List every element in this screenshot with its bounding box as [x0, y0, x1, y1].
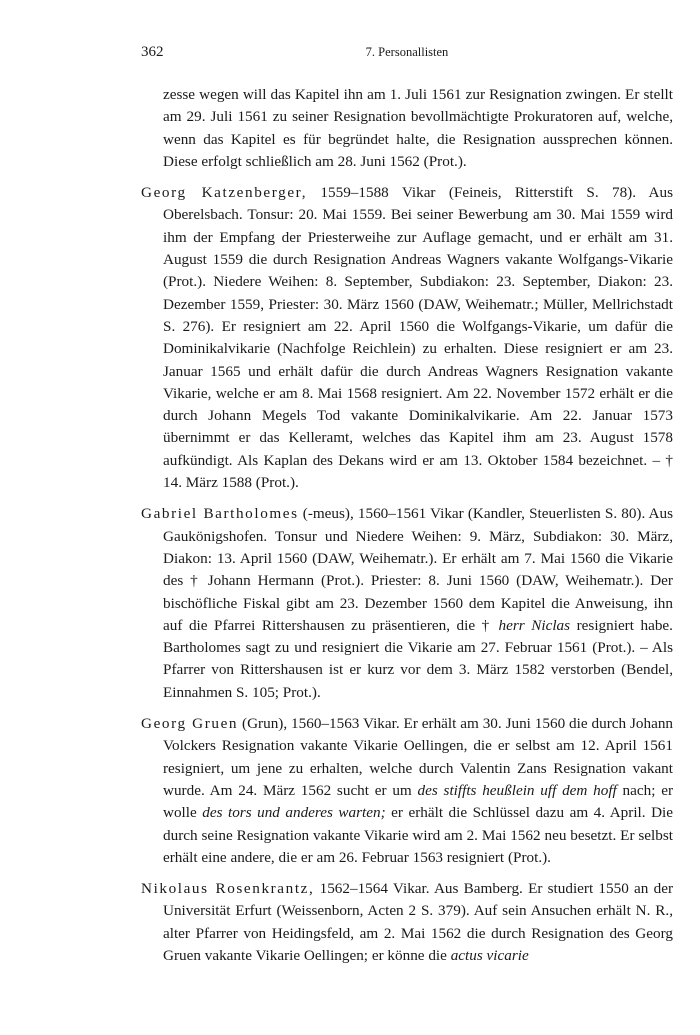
entry-text: (Grun), 1560–1563 Vikar. Er erhält am 30. Juni 1560 die durch Johann Volckers Resignation vakante Vikarie Oellingen, die er selbst am 12. April 1561 resigniert, um jene zu erhalten, welche durch Valentin Zans Resignation vakant wurde. Am 24. März 1562 sucht er um	[163, 715, 674, 799]
entry-text: 1559–1588 Vikar (Feineis, Ritterstift S. 78). Aus Oberelsbach. Tonsur: 20. Mai 1559. Bei seiner Bewerbung am 30. Mai 1559 wird ihm der Empfang der Priesterweihe zur Auflage gemacht, und er erhält am 31. August 1559 die durch Resignation Andreas Wagners vakante Wolfgangs-Vikarie (Prot.). Niedere Weihen: 8. September, Subdiakon: 23. September, Diakon: 23. Dezember 1559, Priester: 30. März 1560 (DAW, Weihematr.; Müller, Mellrichstadt S. 276). Er resigniert am 22. April 1560 die Wolfgangs-Vikarie, um dafür die Dominikalvikarie (Nachfolge Reichlein) zu erhalten. Diese resigniert er am 23. Januar 1565 und erhält dafür die durch Andreas Wagners Resignation vakante Vikarie, welche er am 8. Mai 1568 resigniert. Am 22. November 1572 erhält er die durch Johann Megels Tod vakante Dominikalvikarie. Am 22. Januar 1573 übernimmt er das Kelleramt, welches das Kapitel ihm am 23. August 1578 aufkündigt. Als Kaplan des Dekans wird er am 13. Oktober 1584 bezeichnet. – † 14. März 1588 (Prot.).	[163, 184, 673, 492]
entry-rosenkrantz	[141, 878, 673, 967]
entry-quote: actus vicarie	[450, 946, 529, 964]
entry-name: Georg Katzenberger,	[141, 184, 308, 202]
entry-bartholomes	[141, 503, 673, 704]
entry-quote: herr Niclas	[498, 616, 571, 634]
entry-text: er erhält die Schlüssel dazu am 4. April. Die durch seine Resignation vakante Vikarie wird am 2. Mai 1562 neu besetzt. Er selbst erhält eine andere, die er am 26. Februar 1563 resigniert (Prot.).	[163, 804, 673, 866]
page-number: 362	[141, 44, 164, 60]
entry-text: resigniert habe. Bartholomes sagt zu und resigniert die Vikarie am 27. Februar 1561 (Prot.). – Als Pfarrer von Rittershausen ist er kurz vor dem 3. März 1582 verstorben (Bendel, Einnahmen S. 105; Prot.).	[163, 616, 673, 701]
entry-text: (-meus), 1560–1561 Vikar (Kandler, Steuerlisten S. 80). Aus Gaukönigshofen. Tonsur und Niedere Weihen: 9. März, Subdiakon: 30. März, Diakon: 13. April 1560 (DAW, Weihematr.). Er erhält am 7. Mai 1560 die Vikarie des † Johann Hermann (Prot.). Priester: 8. Juni 1560 (DAW, Weihematr.). Der bischöfliche Fiskal gibt am 23. Dezember 1560 dem Kapitel die Anweisung, ihn auf die Pfarrei Rittershausen zu präsentieren, die †	[163, 505, 673, 634]
chapter-title: 7. Personallisten	[365, 45, 449, 59]
continuation-paragraph: zesse wegen will das Kapitel ihn am 1. Juli 1561 zur Resignation zwingen. Er stellt am 29. Juli 1561 zu seiner Resignation bevollmächtigte Prokuratoren auf, welche, wenn das Kapitel es für begründet halte, die Resignation aussprechen können. Diese erfolgt schließlich am 28. Juni 1562 (Prot.).	[163, 86, 673, 170]
entry-name: Georg Gruen	[141, 715, 239, 733]
entry-quote: des tors und anderes warten;	[202, 804, 386, 822]
entry-quote: des stiffts heußlein uff dem hoff	[417, 781, 617, 799]
running-head	[141, 44, 673, 66]
entry-name: Gabriel Bartholomes	[141, 505, 299, 523]
body-text	[141, 84, 673, 976]
entry-katzenberger	[141, 182, 673, 494]
entry-name: Nikolaus Rosenkrantz,	[141, 880, 315, 898]
entry-text: nach; er wolle	[163, 781, 674, 822]
entry-text: 1562–1564 Vikar. Aus Bamberg. Er studiert 1550 an der Universität Erfurt (Weissenborn, Acten 2 S. 379). Auf sein Ansuchen erhält N. R., alter Pfarrer von Heidingsfeld, am 2. Mai 1562 die durch Resignation des Georg Gruen vakante Vikarie Oellingen; er könne die	[163, 880, 673, 964]
entry-gruen	[141, 713, 673, 869]
